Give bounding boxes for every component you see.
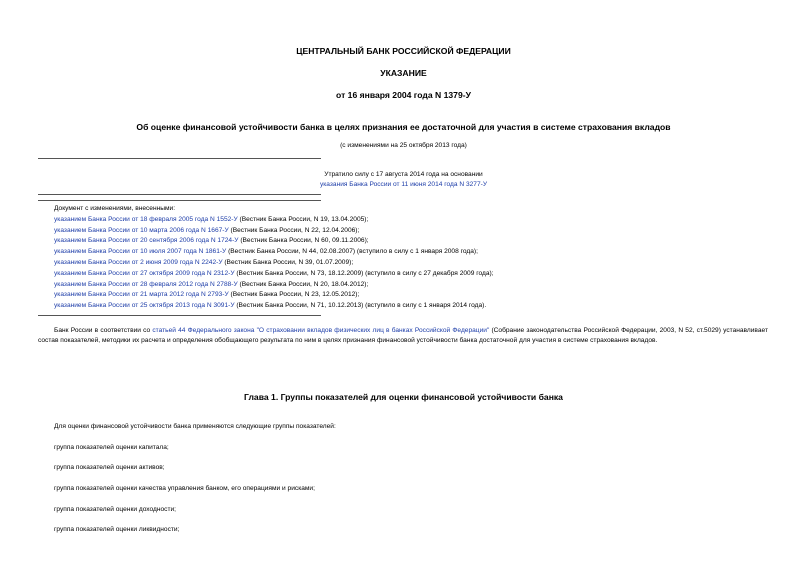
amendment-link[interactable]: указанием Банка России от 28 февраля 2012 года N 2788-У [54, 280, 238, 288]
changes-intro: Документ с изменениями, внесенными: [54, 205, 176, 212]
divider [38, 200, 321, 201]
doc-type-heading: УКАЗАНИЕ [380, 68, 427, 78]
list-item: указанием Банка России от 28 февраля 2012 года N 2788-У (Вестник Банка России, N 20, 18.04.2012); [54, 280, 369, 288]
amendment-link[interactable]: указанием Банка России от 2 июня 2009 года N 2242-У [54, 258, 223, 266]
document-title: Об оценке финансовой устойчивости банка в целях признания ее достаточной для участия в системе страхования вкладов [136, 122, 671, 132]
divider [38, 194, 321, 195]
law-link[interactable]: статьей 44 Федерального закона "О страховании вкладов физических лиц в банках Российской Федерации" [152, 327, 490, 334]
preamble-paragraph: Банк России в соответствии со статьей 44 Федерального закона "О страховании вкладов физических лиц в банках Российской Федерации" (Собрание законодательства Российской Федерации, 2003, N 52, ст.5029) устанавливает состав показателей, методики их расчета и определения обобщающего результата по ним в целях признания финансовой устойчивости банка достаточной для участия в системе страхования вкладов. [38, 327, 768, 345]
revision-note: (с изменениями на 25 октября 2013 года) [340, 142, 467, 149]
status-text: Утратило силу с 17 августа 2014 года на основании [324, 171, 483, 178]
date-number-heading: от 16 января 2004 года N 1379-У [336, 90, 471, 100]
chapter-intro: Для оценки финансовой устойчивости банка применяются следующие группы показателей: [54, 423, 336, 430]
list-item: указанием Банка России от 2 июня 2009 года N 2242-У (Вестник Банка России, N 39, 01.07.2009); [54, 258, 354, 266]
list-item: группа показателей оценки ликвидности; [54, 526, 180, 533]
amendment-link[interactable]: указанием Банка России от 18 февраля 2005 года N 1552-У [54, 215, 238, 223]
list-item: указанием Банка России от 20 сентября 2006 года N 1724-У (Вестник Банка России, N 60, 09.11.2006); [54, 237, 369, 245]
list-item: указанием Банка России от 25 октября 2013 года N 3091-У (Вестник Банка России, N 71, 10.12.2013) (вступило в силу с 1 января 2014 года). [54, 302, 487, 310]
org-heading: ЦЕНТРАЛЬНЫЙ БАНК РОССИЙСКОЙ ФЕДЕРАЦИИ [296, 46, 511, 56]
list-item: указанием Банка России от 10 марта 2006 года N 1667-У (Вестник Банка России, N 22, 12.04.2006); [54, 226, 360, 234]
amendment-link[interactable]: указанием Банка России от 25 октября 2013 года N 3091-У [54, 302, 235, 310]
status-link[interactable]: указания Банка России от 11 июня 2014 года N 3277-У [319, 181, 488, 188]
list-item: указанием Банка России от 21 марта 2012 года N 2793-У (Вестник Банка России, N 23, 12.05.2012); [54, 291, 360, 299]
list-item: группа показателей оценки активов; [54, 464, 165, 471]
amendment-link[interactable]: указанием Банка России от 27 октября 2009 года N 2312-У [54, 269, 235, 277]
list-item: группа показателей оценки доходности; [54, 506, 177, 513]
list-item: указанием Банка России от 27 октября 2009 года N 2312-У (Вестник Банка России, N 73, 18.12.2009) (вступило в силу с 27 декабря 2009 года); [54, 269, 494, 277]
amendment-link[interactable]: указанием Банка России от 21 марта 2012 года N 2793-У [54, 291, 229, 299]
divider [38, 315, 321, 316]
amendment-link[interactable]: указанием Банка России от 10 июля 2007 года N 1861-У [54, 248, 227, 256]
amendment-link[interactable]: указанием Банка России от 10 марта 2006 года N 1667-У [54, 226, 229, 234]
list-item: указанием Банка России от 10 июля 2007 года N 1861-У (Вестник Банка России, N 44, 02.08.2007) (вступило в силу с 1 января 2008 года); [54, 248, 478, 256]
amendment-link[interactable]: указанием Банка России от 20 сентября 2006 года N 1724-У [54, 237, 239, 245]
divider [38, 158, 321, 159]
list-item: группа показателей оценки качества управления банком, его операциями и рисками; [54, 485, 315, 492]
list-item: группа показателей оценки капитала; [54, 444, 169, 451]
chapter-title: Глава 1. Группы показателей для оценки финансовой устойчивости банка [244, 392, 563, 402]
list-item: указанием Банка России от 18 февраля 2005 года N 1552-У (Вестник Банка России, N 19, 13.04.2005); [54, 215, 369, 223]
changes-list [54, 204, 494, 312]
